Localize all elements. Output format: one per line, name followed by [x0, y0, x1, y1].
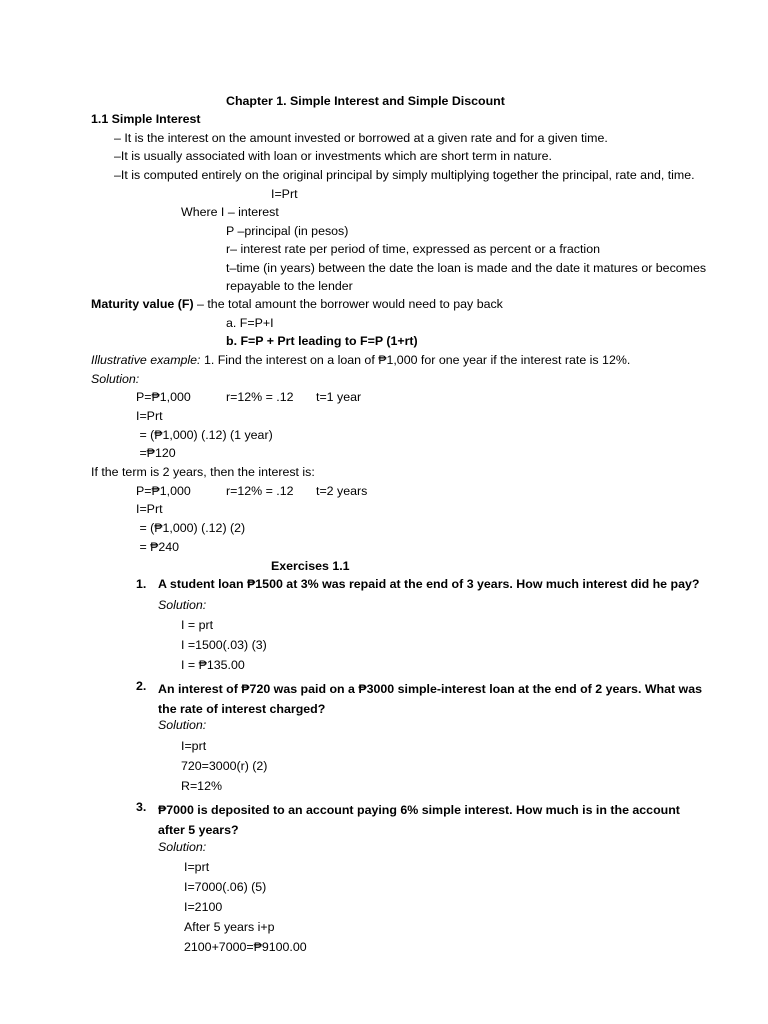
solution-step: I=prt: [184, 860, 210, 874]
definition-line: t–time (in years) between the date the loan is made and the date it matures or becomes: [226, 261, 707, 275]
solution-step: 2100+7000=₱9100.00: [184, 940, 307, 954]
solution-step: I=7000(.06) (5): [184, 880, 267, 894]
definition-line: P –principal (in pesos): [226, 224, 349, 238]
solution-step: I=Prt: [136, 409, 163, 423]
bullet-line: – It is the interest on the amount invested or borrowed at a given rate and for a given time.: [114, 131, 608, 145]
example-line: [91, 353, 630, 368]
maturity-item-b: b. F=P + Prt leading to F=P (1+rt): [226, 334, 418, 348]
solution-step: = ₱240: [136, 540, 180, 554]
bullet-line: –It is usually associated with loan or investments which are short term in nature.: [114, 149, 553, 163]
where-label: Where I – interest: [181, 205, 279, 219]
solution-step: After 5 years i+p: [184, 920, 275, 934]
maturity-term: Maturity value (F): [91, 297, 194, 311]
example-text: 1. Find the interest on a loan of ₱1,000 for one year if the interest rate is 12%.: [200, 353, 631, 367]
solution-label: Solution:: [158, 598, 207, 612]
exercise-number: 1.: [136, 577, 147, 591]
solution-step: I=2100: [184, 900, 223, 914]
given-value: P=₱1,000: [136, 390, 191, 404]
maturity-line: [91, 297, 503, 312]
exercises-title: Exercises 1.1: [271, 559, 350, 573]
exercise-question: ₱7000 is deposited to an account paying 6% simple interest. How much is in the account after 5 years?: [158, 803, 680, 837]
solution-step: = (₱1,000) (.12) (2): [136, 521, 246, 535]
formula: I=Prt: [271, 187, 298, 201]
solution-label: Solution:: [91, 372, 140, 386]
given-value: t=2 years: [316, 484, 368, 498]
definition-line: r– interest rate per period of time, expressed as percent or a fraction: [226, 242, 600, 256]
definition-line: repayable to the lender: [226, 279, 353, 293]
solution-step: = (₱1,000) (.12) (1 year): [136, 428, 273, 442]
solution-step: I = ₱135.00: [181, 658, 245, 672]
maturity-item-a: a. F=P+I: [226, 316, 274, 330]
example-label: Illustrative example:: [91, 353, 201, 367]
solution-step: I=Prt: [136, 502, 163, 516]
bullet-line: –It is computed entirely on the original principal by simply multiplying together the principal, rate and, time.: [114, 168, 695, 182]
section-heading: 1.1 Simple Interest: [91, 112, 201, 126]
solution-label: Solution:: [158, 718, 207, 732]
solution-step: R=12%: [181, 779, 222, 793]
solution-step: I=prt: [181, 739, 207, 753]
solution-label: Solution:: [158, 840, 207, 854]
chapter-title: Chapter 1. Simple Interest and Simple Discount: [226, 94, 505, 108]
exercise-number: 2.: [136, 679, 147, 693]
given-value: P=₱1,000: [136, 484, 191, 498]
exercise-question: A student loan ₱1500 at 3% was repaid at the end of 3 years. How much interest did he pay?: [158, 577, 700, 591]
exercise-question: An interest of ₱720 was paid on a ₱3000 simple-interest loan at the end of 2 years. What was the rate of interest charged?: [158, 682, 702, 716]
solution-step: 720=3000(r) (2): [181, 759, 268, 773]
given-value: t=1 year: [316, 390, 362, 404]
exercise-number: 3.: [136, 800, 147, 814]
solution-step: I =1500(.03) (3): [181, 638, 267, 652]
solution-step: =₱120: [136, 446, 176, 460]
given-value: r=12% = .12: [226, 484, 294, 498]
solution-step: I = prt: [181, 618, 214, 632]
maturity-definition: – the total amount the borrower would need to pay back: [193, 297, 503, 311]
term2-text: If the term is 2 years, then the interest is:: [91, 465, 315, 479]
given-value: r=12% = .12: [226, 390, 294, 404]
